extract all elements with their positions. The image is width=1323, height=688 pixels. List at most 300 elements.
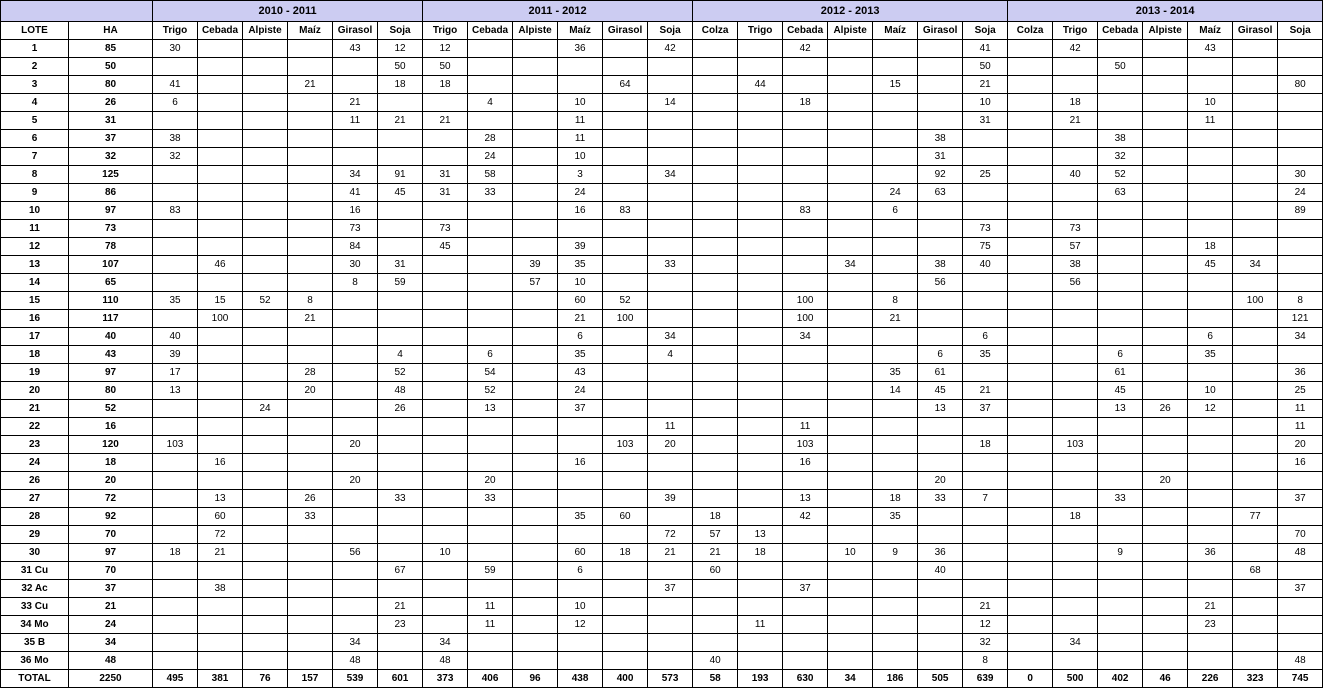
cell-value (198, 130, 243, 148)
cell-value (828, 40, 873, 58)
cell-value (1143, 238, 1188, 256)
cell-value (153, 634, 198, 652)
cell-value (378, 544, 423, 562)
cell-value: 18 (1188, 238, 1233, 256)
cell-value (603, 490, 648, 508)
cell-value: 15 (198, 292, 243, 310)
cell-value (243, 40, 288, 58)
cell-value (333, 562, 378, 580)
cell-value (918, 94, 963, 112)
cell-value (333, 346, 378, 364)
cell-value: 100 (783, 292, 828, 310)
cell-value: 11 (783, 418, 828, 436)
cell-value: 18 (603, 544, 648, 562)
cell-value: 24 (558, 184, 603, 202)
cell-value (1098, 94, 1143, 112)
cell-value (513, 130, 558, 148)
column-header-lote: LOTE (1, 22, 69, 40)
cell-value (603, 238, 648, 256)
cell-value (738, 400, 783, 418)
cell-lote: 10 (1, 202, 69, 220)
cell-value (198, 634, 243, 652)
cell-value (153, 238, 198, 256)
cell-value: 15 (873, 76, 918, 94)
cell-value (558, 652, 603, 670)
cell-value (828, 184, 873, 202)
column-header-crop: Alpiste (1143, 22, 1188, 40)
cell-value (198, 418, 243, 436)
cell-value: 58 (468, 166, 513, 184)
cell-value: 10 (963, 94, 1008, 112)
cell-value: 33 (468, 184, 513, 202)
cell-value (873, 346, 918, 364)
cell-value (963, 274, 1008, 292)
cell-value (333, 130, 378, 148)
cell-lote: 9 (1, 184, 69, 202)
cell-value (558, 472, 603, 490)
cell-value (873, 634, 918, 652)
cell-value (1053, 292, 1098, 310)
cell-value: 18 (873, 490, 918, 508)
cell-value (243, 346, 288, 364)
cell-value (243, 490, 288, 508)
cell-value (423, 562, 468, 580)
cell-ha: 107 (69, 256, 153, 274)
cell-value: 39 (558, 238, 603, 256)
cell-value (1188, 490, 1233, 508)
cell-value: 25 (963, 166, 1008, 184)
cell-value (783, 130, 828, 148)
cell-value (648, 184, 693, 202)
cell-value (1233, 148, 1278, 166)
cell-value (783, 346, 828, 364)
cell-lote: 36 Mo (1, 652, 69, 670)
cell-value (243, 382, 288, 400)
cell-value (558, 220, 603, 238)
cell-value (873, 328, 918, 346)
cell-value: 3 (558, 166, 603, 184)
cell-value (603, 598, 648, 616)
cell-value: 20 (1278, 436, 1323, 454)
cell-value (963, 526, 1008, 544)
cell-lote: 16 (1, 310, 69, 328)
cell-value (918, 328, 963, 346)
cell-value: 34 (423, 634, 468, 652)
cell-value (1143, 112, 1188, 130)
cell-value: 14 (873, 382, 918, 400)
cell-value (153, 508, 198, 526)
cell-value (468, 544, 513, 562)
cell-value: 18 (783, 94, 828, 112)
cell-value (1233, 274, 1278, 292)
cell-ha: 80 (69, 382, 153, 400)
cell-value (1233, 310, 1278, 328)
cell-value (153, 616, 198, 634)
cell-value (1233, 346, 1278, 364)
cell-value (738, 328, 783, 346)
table-row (1, 490, 1323, 508)
cell-value: 38 (918, 256, 963, 274)
cell-value (918, 220, 963, 238)
cell-value: 14 (648, 94, 693, 112)
table-row (1, 364, 1323, 382)
cell-value: 20 (333, 472, 378, 490)
cell-value (1098, 220, 1143, 238)
cell-value (1008, 418, 1053, 436)
cell-value (648, 58, 693, 76)
cell-value (603, 526, 648, 544)
cell-value: 63 (1098, 184, 1143, 202)
cell-value (873, 58, 918, 76)
cell-value: 83 (153, 202, 198, 220)
cell-value (918, 526, 963, 544)
cell-ha: 37 (69, 130, 153, 148)
cell-value: 11 (1278, 400, 1323, 418)
cell-value (693, 472, 738, 490)
cell-value (873, 418, 918, 436)
cell-value: 21 (1188, 598, 1233, 616)
cell-value (468, 526, 513, 544)
cell-ha: 37 (69, 580, 153, 598)
cell-total-ha: 2250 (69, 670, 153, 688)
cell-value (153, 562, 198, 580)
cell-value (963, 472, 1008, 490)
table-total-row (1, 670, 1323, 688)
cell-value: 72 (198, 526, 243, 544)
cell-value (333, 508, 378, 526)
cell-total-value: 381 (198, 670, 243, 688)
cell-value (153, 490, 198, 508)
cell-value (1278, 130, 1323, 148)
cell-value (1053, 526, 1098, 544)
cell-value (1233, 76, 1278, 94)
column-header-crop: Trigo (153, 22, 198, 40)
cell-value: 67 (378, 562, 423, 580)
cell-value (648, 562, 693, 580)
cell-value (873, 256, 918, 274)
cell-value: 100 (1233, 292, 1278, 310)
cell-value: 80 (1278, 76, 1323, 94)
cell-value: 9 (1098, 544, 1143, 562)
cell-value: 21 (963, 598, 1008, 616)
cell-value: 72 (648, 526, 693, 544)
cell-value: 6 (468, 346, 513, 364)
cell-ha: 125 (69, 166, 153, 184)
cell-value (1233, 580, 1278, 598)
cell-value (918, 40, 963, 58)
cell-value (693, 94, 738, 112)
table-row (1, 292, 1323, 310)
column-header-ha: HA (69, 22, 153, 40)
cell-value (873, 616, 918, 634)
cell-value: 13 (918, 400, 963, 418)
cell-value (603, 274, 648, 292)
cell-value (963, 562, 1008, 580)
cell-value (288, 184, 333, 202)
cell-value: 21 (873, 310, 918, 328)
cell-value: 20 (918, 472, 963, 490)
cell-value (1053, 346, 1098, 364)
cell-value: 10 (558, 148, 603, 166)
cell-value: 35 (873, 508, 918, 526)
cell-value (1233, 94, 1278, 112)
cell-value (468, 580, 513, 598)
cell-value (1233, 364, 1278, 382)
cell-value (738, 346, 783, 364)
cell-value (378, 634, 423, 652)
cell-value: 16 (1278, 454, 1323, 472)
cell-value (378, 310, 423, 328)
cell-value (693, 76, 738, 94)
cell-value: 21 (198, 544, 243, 562)
cell-value (1233, 616, 1278, 634)
cell-value (513, 634, 558, 652)
cell-value (693, 454, 738, 472)
cell-value: 4 (648, 346, 693, 364)
cell-value (738, 184, 783, 202)
cell-value (333, 418, 378, 436)
cell-value (1098, 436, 1143, 454)
cell-value (603, 148, 648, 166)
cell-total-value: 58 (693, 670, 738, 688)
cell-value (558, 436, 603, 454)
cell-value (468, 220, 513, 238)
cell-total-value: 400 (603, 670, 648, 688)
cell-value: 35 (873, 364, 918, 382)
cell-value: 48 (1278, 652, 1323, 670)
cell-value (153, 112, 198, 130)
cell-value: 50 (963, 58, 1008, 76)
cell-value (918, 652, 963, 670)
cell-value: 23 (378, 616, 423, 634)
column-header-crop: Cebada (783, 22, 828, 40)
cell-value (1053, 454, 1098, 472)
cell-value (243, 652, 288, 670)
cell-value (558, 526, 603, 544)
cell-value (1143, 490, 1188, 508)
cell-value (1008, 310, 1053, 328)
cell-value: 33 (1098, 490, 1143, 508)
cell-value (378, 436, 423, 454)
cell-value (423, 328, 468, 346)
cell-value: 8 (1278, 292, 1323, 310)
cell-value (603, 328, 648, 346)
cell-value (1053, 58, 1098, 76)
cell-value (738, 256, 783, 274)
cell-value (1053, 202, 1098, 220)
cell-value (333, 526, 378, 544)
cell-value (243, 598, 288, 616)
cell-value: 13 (738, 526, 783, 544)
cell-value: 68 (1233, 562, 1278, 580)
column-header-crop: Girasol (1233, 22, 1278, 40)
cell-value (603, 616, 648, 634)
cell-value (1008, 58, 1053, 76)
table-row (1, 544, 1323, 562)
cell-value (693, 148, 738, 166)
cell-value (738, 310, 783, 328)
cell-value (693, 382, 738, 400)
cell-value: 37 (963, 400, 1008, 418)
cell-value (828, 310, 873, 328)
cell-value: 36 (1188, 544, 1233, 562)
cell-value: 18 (423, 76, 468, 94)
cell-value (423, 310, 468, 328)
cell-value (423, 508, 468, 526)
cell-value (1143, 94, 1188, 112)
cell-value: 25 (1278, 382, 1323, 400)
table-row (1, 202, 1323, 220)
cell-value (1188, 562, 1233, 580)
cell-value (1188, 58, 1233, 76)
cell-value (828, 166, 873, 184)
cell-value: 41 (153, 76, 198, 94)
cell-value (738, 292, 783, 310)
cell-value (693, 400, 738, 418)
cell-value: 33 (468, 490, 513, 508)
cell-value (1233, 436, 1278, 454)
cell-value (513, 220, 558, 238)
cell-value (648, 598, 693, 616)
cell-value (513, 418, 558, 436)
cell-value (603, 364, 648, 382)
cell-value (828, 436, 873, 454)
cell-value (513, 562, 558, 580)
cell-value (1143, 328, 1188, 346)
table-row (1, 58, 1323, 76)
cell-value (963, 292, 1008, 310)
cell-value (1233, 130, 1278, 148)
cell-value (153, 274, 198, 292)
cell-value (1008, 634, 1053, 652)
cell-value (288, 238, 333, 256)
cell-value (828, 58, 873, 76)
cell-value (693, 616, 738, 634)
cell-value (1233, 634, 1278, 652)
cell-value (693, 166, 738, 184)
cell-value (693, 364, 738, 382)
cell-value (918, 508, 963, 526)
cell-value (1008, 292, 1053, 310)
cell-value (963, 508, 1008, 526)
cell-value: 26 (288, 490, 333, 508)
cell-value (1278, 634, 1323, 652)
cell-lote: 4 (1, 94, 69, 112)
cell-value (1053, 652, 1098, 670)
cell-value (963, 130, 1008, 148)
cell-value: 10 (1188, 382, 1233, 400)
cell-ha: 80 (69, 76, 153, 94)
cell-value: 38 (198, 580, 243, 598)
table-row (1, 580, 1323, 598)
cell-value: 38 (1053, 256, 1098, 274)
cell-value (783, 526, 828, 544)
column-header-crop: Soja (963, 22, 1008, 40)
cell-value (738, 166, 783, 184)
cell-value (1008, 616, 1053, 634)
cell-value (513, 238, 558, 256)
cell-value (1098, 598, 1143, 616)
cell-value (1098, 310, 1143, 328)
cell-value: 16 (198, 454, 243, 472)
cell-value (1098, 526, 1143, 544)
cell-value: 73 (963, 220, 1008, 238)
cell-value (1188, 580, 1233, 598)
column-header-crop: Girasol (333, 22, 378, 40)
cell-value (378, 220, 423, 238)
cell-value: 84 (333, 238, 378, 256)
cell-value (288, 580, 333, 598)
cell-total-value: 373 (423, 670, 468, 688)
cell-value (243, 130, 288, 148)
cell-value (693, 40, 738, 58)
cell-value (243, 616, 288, 634)
cell-value (1098, 238, 1143, 256)
cell-value (1053, 580, 1098, 598)
column-header-crop: Cebada (198, 22, 243, 40)
cell-value (648, 274, 693, 292)
table-row (1, 274, 1323, 292)
cell-value (198, 616, 243, 634)
cell-total-value: 193 (738, 670, 783, 688)
cell-value (1188, 526, 1233, 544)
cell-value: 59 (468, 562, 513, 580)
cell-value (558, 490, 603, 508)
cell-lote: 3 (1, 76, 69, 94)
cell-value (1188, 436, 1233, 454)
cell-value (513, 166, 558, 184)
cell-value (648, 112, 693, 130)
cell-value (1143, 454, 1188, 472)
cell-value (1188, 454, 1233, 472)
cell-ha: 78 (69, 238, 153, 256)
cell-value: 16 (783, 454, 828, 472)
cell-value: 21 (693, 544, 738, 562)
cell-value: 37 (783, 580, 828, 598)
cell-value: 56 (1053, 274, 1098, 292)
cell-value (198, 202, 243, 220)
cell-value (378, 94, 423, 112)
cell-value (918, 616, 963, 634)
cell-value (288, 58, 333, 76)
cell-value: 40 (963, 256, 1008, 274)
cell-value: 48 (378, 382, 423, 400)
cell-value (243, 454, 288, 472)
cell-value (333, 292, 378, 310)
cell-ha: 20 (69, 472, 153, 490)
cell-value (1143, 562, 1188, 580)
cell-value (198, 184, 243, 202)
cell-value (378, 652, 423, 670)
cell-lote: 13 (1, 256, 69, 274)
cell-value (288, 274, 333, 292)
cell-value (378, 454, 423, 472)
cell-value (423, 346, 468, 364)
cell-value (153, 454, 198, 472)
cell-value (333, 400, 378, 418)
cell-value (828, 634, 873, 652)
cell-value (1143, 274, 1188, 292)
cell-value (513, 616, 558, 634)
cell-value: 35 (558, 346, 603, 364)
cell-value (1143, 76, 1188, 94)
cell-lote: 2 (1, 58, 69, 76)
cell-value (513, 148, 558, 166)
cell-value (1143, 166, 1188, 184)
cell-value (603, 58, 648, 76)
cell-value (603, 184, 648, 202)
cell-value (1143, 220, 1188, 238)
